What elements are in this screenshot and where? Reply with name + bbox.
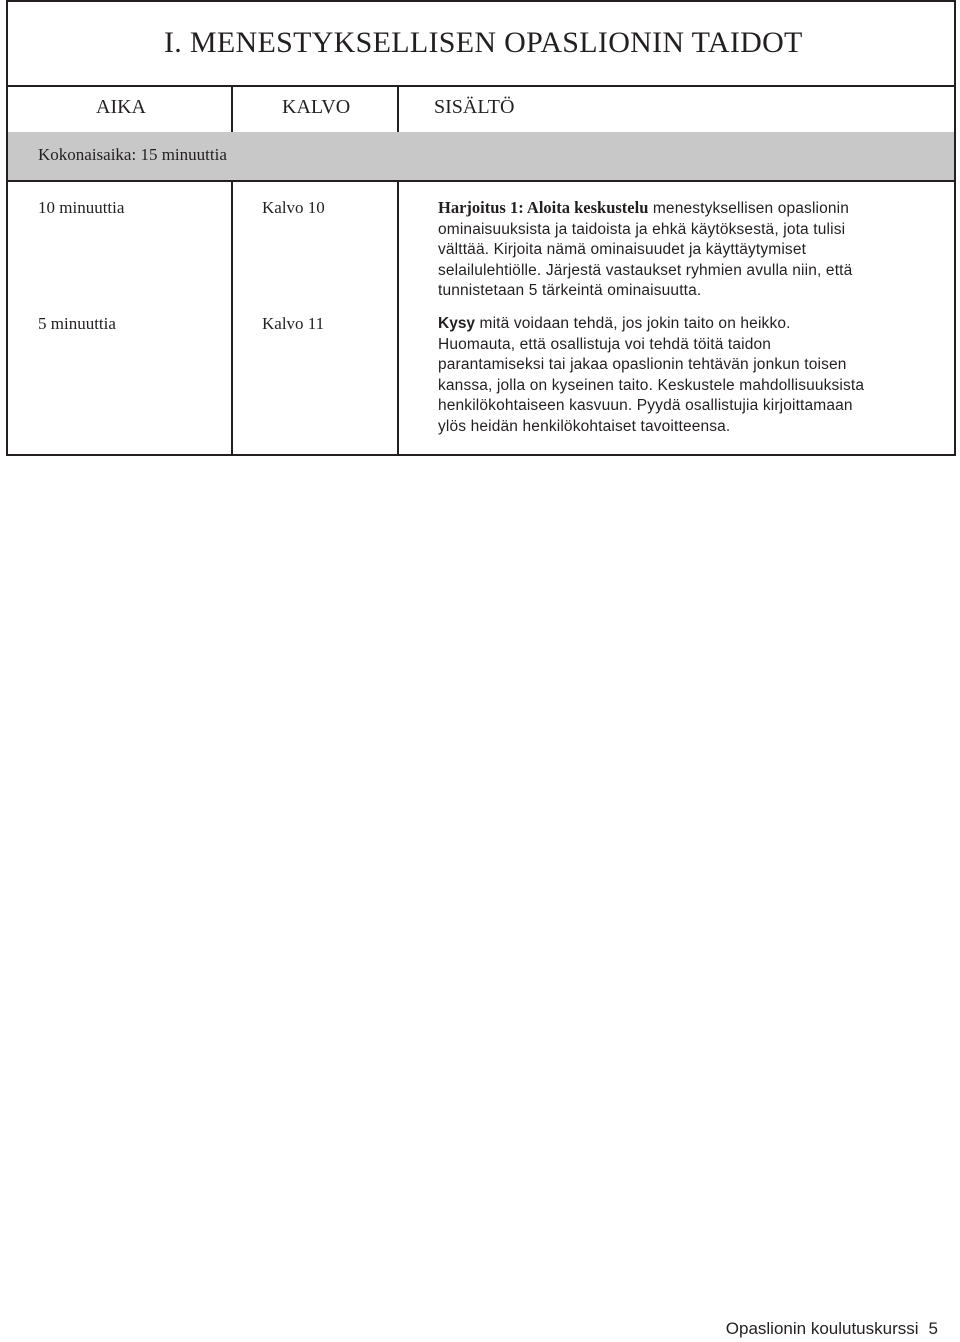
total-time-row [8, 132, 954, 182]
header-divider-1 [231, 85, 233, 132]
row-2-time: 5 minuuttia [38, 314, 116, 333]
row-1-line-1: Harjoitus 1: Aloita keskustelu menestyksellisen opaslionin [438, 198, 850, 217]
session-table [6, 0, 956, 456]
row-2-line-3: parantamiseksi tai jakaa opaslionin tehtävän jonkun toisen [438, 356, 847, 373]
row-1-content [438, 198, 948, 302]
row-1-line-5: tunnistetaan 5 tärkeintä ominaisuutta. [438, 282, 702, 299]
column-header-time: AIKA [96, 96, 146, 118]
page-title: I. MENESTYKSELLISEN OPASLIONIN TAIDOT [164, 26, 803, 59]
footer-course-title: Opaslionin koulutuskurssi [725, 1319, 919, 1338]
row-1-line-4: selailulehtiölle. Järjestä vastaukset ryhmien avulla niin, että [438, 261, 853, 279]
row-1-lead: Harjoitus 1: Aloita keskustelu [438, 198, 649, 217]
row-2-content [438, 314, 948, 437]
body-divider-2 [397, 180, 399, 456]
row-1-time: 10 minuuttia [38, 198, 125, 217]
body-divider-1 [231, 180, 233, 456]
row-1-line-2: ominaisuuksista ja taidoista ja ehkä käytöksestä, jota tulisi [438, 220, 846, 238]
title-row [8, 2, 954, 87]
row-2-slide: Kalvo 11 [262, 314, 325, 333]
column-header-slide: KALVO [282, 96, 351, 118]
column-header-row [8, 85, 954, 134]
column-header-content: SISÄLTÖ [434, 96, 515, 118]
row-2-lead: Kysy [438, 315, 476, 332]
row-2-line-2: Huomauta, että osallistuja voi tehdä töitä taidon [438, 335, 772, 353]
row-2-line-6: ylös heidän henkilökohtaiset tavoitteensa. [438, 417, 731, 435]
row-2-line-4: kanssa, jolla on kyseinen taito. Keskustele mahdollisuuksista [438, 376, 865, 394]
total-time: Kokonaisaika: 15 minuuttia [38, 145, 227, 164]
row-1-slide: Kalvo 10 [262, 198, 325, 217]
page-number: 5 [928, 1319, 938, 1338]
row-2-line-1: Kysy mitä voidaan tehdä, jos jokin taito on heikko. [438, 315, 791, 332]
row-2-line-5: henkilökohtaiseen kasvuun. Pyydä osallistujia kirjoittamaan [438, 397, 853, 414]
page-footer [726, 1319, 938, 1339]
header-divider-2 [397, 85, 399, 132]
row-1-line-3: välttää. Kirjoita nämä ominaisuudet ja käyttäytymiset [438, 241, 807, 258]
